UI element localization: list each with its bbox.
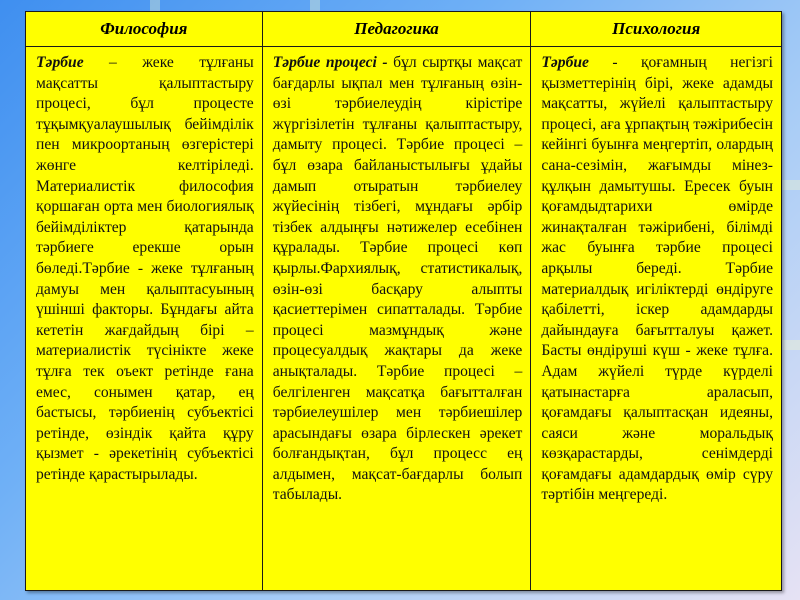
header-philosophy: Философия	[26, 12, 263, 47]
header-row	[26, 12, 782, 47]
cell-text: бұл сыртқы мақсат бағдарлы ықпал мен тұлғаның өзін-өзі тәрбиелеудің кірістіре жүргізілетін тұлғаны қалыптастыру, дамыту процесі. Тәрбие процесі – бұл өзара байланыстылығы ұдайы дамып отыратын тәрбиелеу жүйесінің тізбегі, мұндағы әрбір тізбек алдыңғы нәтижелер есебінен құралады. Тәрбие процесі көп қырлы.Фархиялық, статистикалық, өзін-өзі басқару алыпты қасиеттерімен сипатталады. Тәрбие процесі мазмұндық және процесуалдық жақтары да жеке анықталады. Тәрбие процесі – белгіленген мақсатқа бағытталған тәрбиелеушілер мен тәрбиешілер арасындағы өзара бірлескен әрекет болғандықтан, бұл процесс ең алдымен, мақсат-бағдарлы болып табылады.	[272, 54, 523, 504]
term-lead: Тәрбие	[541, 54, 589, 71]
comparison-table	[25, 11, 782, 591]
term-lead: Тәрбие	[36, 54, 84, 71]
content-row	[26, 47, 782, 591]
cell-psychology	[531, 47, 782, 591]
cell-text: – жеке тұлғаны мақсатты қалыптастыру процесі, бұл процесте тұқымқуалаушылық бейімділік пен микроортаның өзгерістері жөнге келтіріледі. Материалистік философия қоршаған орта мен биологиялық бейімділіктер қатарында тәрбиеге ерекше орын бөледі.Тәрбие - жеке тұлғаның дамуы мен қалыптасуының үшінші факторы. Бұндағы айта кететін жағдайдың бірі – материалистік түсінікте жеке тұлға тек оъект ретінде ғана емес, сонымен қатар, ең бастысы, тәрбиенің субъектісі ретінде, өзіндік қайта құру қызмет - әрекетінің субъектісі ретінде қарастырылады.	[36, 54, 254, 483]
header-pedagogy: Педагогика	[262, 12, 531, 47]
cell-philosophy	[26, 47, 263, 591]
term-lead: Тәрбие процесі -	[272, 54, 388, 71]
header-psychology: Психология	[531, 12, 782, 47]
cell-text: - қоғамның негізгі қызметтерінің бірі, жеке адамды мақсатты, жүйелі қалыптастыру процесі, аға ұрпақтың тәжірибесін кейінгі буынға меңгертіп, олардың сана-сезімін, жағымды мінез-құлқын дамытушы. Ересек буын қоғамдыдтарихи өмірде жинақталған тәжірибені, білімді жас буынға тәрбие процесі арқылы береді. Тәрбие материалдық игіліктерді өндіруге қабілетті, іскер адамдарды дайындауға бағытталуы қажет. Басты өндіруші күш - жеке тұлға. Адам жүйелі түрде күрделі қатынастарға араласып, қоғамдағы қалыптасқан идеяны, саяси және моральдық көзқарастарды, сенімдерді қоғамдағы адамдардық өмір сүру тәртібін меңгереді.	[541, 54, 773, 504]
cell-pedagogy	[262, 47, 531, 591]
